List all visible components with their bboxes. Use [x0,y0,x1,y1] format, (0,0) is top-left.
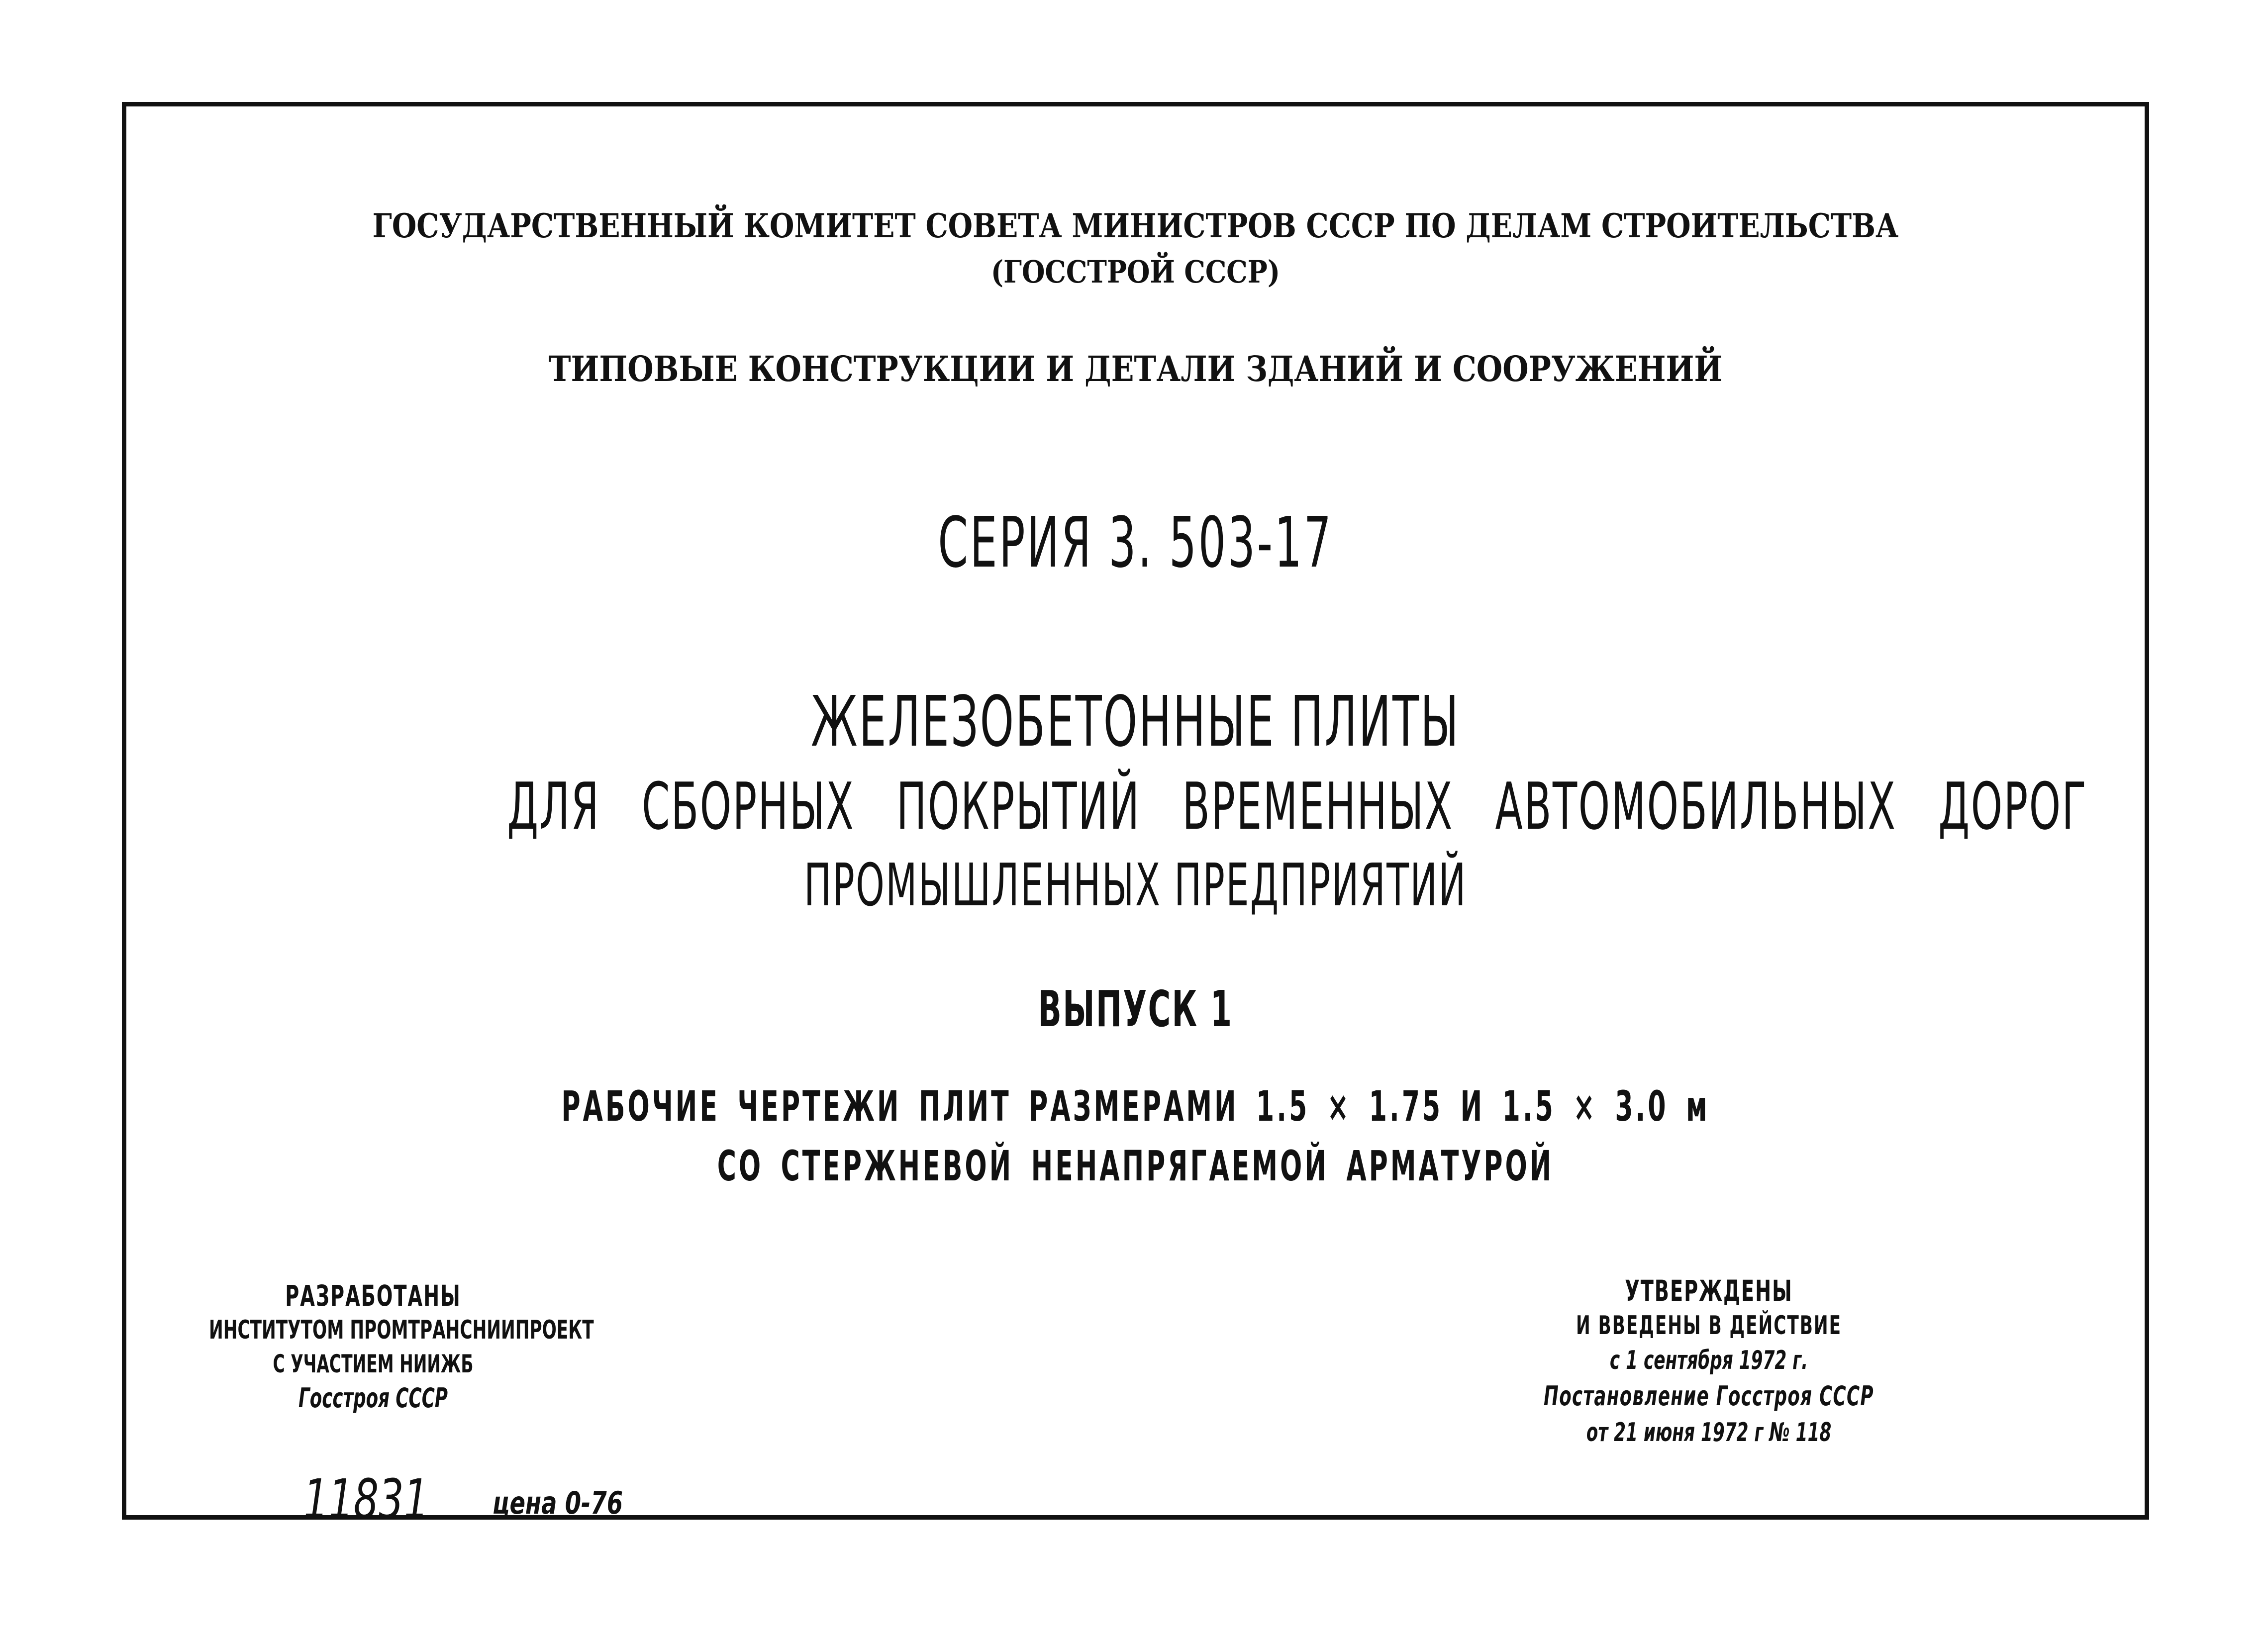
document-title-line-2: ДЛЯ СБОРНЫХ ПОКРЫТИЙ ВРЕМЕННЫХ АВТОМОБИЛЬНЫХ ДОРОГ [507,769,2088,844]
typical-constructions-heading: ТИПОВЫЕ КОНСТРУКЦИИ И ДЕТАЛИ ЗДАНИЙ И СООРУЖЕНИЙ [548,348,1723,389]
approved-effective-date: с 1 сентября 1972 г. [1609,1346,1808,1375]
document-title-line-3: ПРОМЫШЛЕННЫХ ПРЕДПРИЯТИЙ [804,851,1467,919]
subtitle-line-2: СО СТЕРЖНЕВОЙ НЕНАПРЯГАЕМОЙ АРМАТУРОЙ [717,1142,1554,1190]
developed-gosstroy: Госстроя СССР [298,1382,448,1414]
developed-by-block [124,1278,622,1416]
price-label: цена 0-76 [493,1485,623,1521]
approved-resolution: Постановление Госстроя СССР [1544,1380,1874,1412]
document-title-line-1: ЖЕЛЕЗОБЕТОННЫЕ ПЛИТЫ [811,681,1460,763]
approved-label: УТВЕРЖДЕНЫ [1625,1274,1793,1308]
subtitle-line-1: РАБОЧИЕ ЧЕРТЕЖИ ПЛИТ РАЗМЕРАМИ 1.5 × 1.75 И 1.5 × 3.0 м [561,1082,1710,1131]
series-title: СЕРИЯ 3. 503-17 [938,502,1333,583]
developed-institute: ИНСТИТУТОМ ПРОМТРАНСНИИПРОЕКТ [209,1315,594,1345]
gosstroy-heading: (ГОССТРОЙ СССР) [990,254,1281,290]
approved-resolution-date: от 21 июня 1972 г № 118 [1586,1418,1832,1448]
approved-enacted: И ВВЕДЕНЫ В ДЕЙСТВИЕ [1576,1311,1842,1341]
developed-label: РАЗРАБОТАНЫ [285,1279,461,1313]
committee-heading: ГОСУДАРСТВЕННЫЙ КОМИТЕТ СОВЕТА МИНИСТРОВ СССР ПО ДЕЛАМ СТРОИТЕЛЬСТВА [372,206,1899,245]
developed-participation: С УЧАСТИЕМ НИИЖБ [273,1350,474,1378]
issue-label: ВЫПУСК 1 [1038,980,1233,1038]
approval-block [1428,1273,1990,1450]
registration-number: 11831 [303,1467,429,1531]
